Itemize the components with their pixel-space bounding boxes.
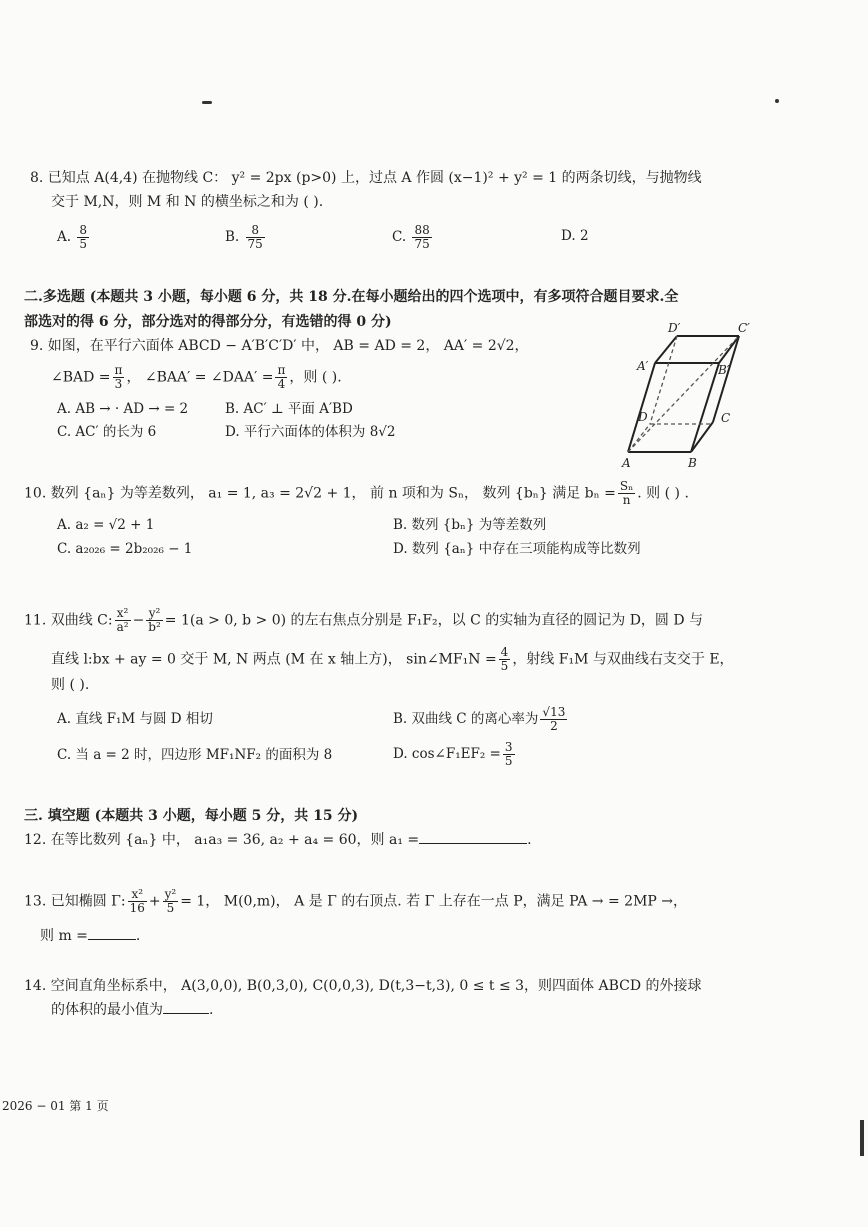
q8-option-c: C. $\frac{88}{75}$ bbox=[392, 223, 430, 251]
q9-option-d: D. 平行六面体的体积为 8√2 bbox=[225, 424, 396, 440]
section2-heading-line2: 部选对的得 6 分，部分选对的得部分分，有选错的得 0 分) bbox=[24, 314, 392, 330]
figure-label-a-prime: A′ bbox=[637, 359, 649, 373]
scan-speck bbox=[202, 101, 212, 104]
q10-line1: 10. 数列 {aₙ} 为等差数列， a₁ = 1, a₃ = 2√2 + 1， 前 n 项和为 Sₙ， 数列 {bₙ} 满足 bₙ = $\frac{\text{Sₙ}}{n}$ . 则 ( ) . bbox=[24, 479, 689, 507]
q12-answer-blank[interactable] bbox=[419, 829, 527, 844]
q10-option-d: D. 数列 {aₙ} 中存在三项能构成等比数列 bbox=[393, 541, 641, 557]
figure-label-d-prime: D′ bbox=[668, 321, 681, 335]
q13-answer-blank[interactable] bbox=[88, 925, 136, 940]
figure-label-b: B bbox=[688, 456, 697, 470]
q8-option-b: B. $\frac{8}{75}$ bbox=[225, 223, 263, 251]
section2-heading-line1: 二.多选题 (本题共 3 小题，每小题 6 分，共 18 分.在每小题给出的四个选项中，有多项符合题目要求.全 bbox=[24, 289, 679, 305]
q14-line2: 的体积的最小值为 . bbox=[51, 999, 213, 1020]
q8-option-d: D. 2 bbox=[561, 228, 589, 244]
q8-option-a: A. $\frac{8}{5}$ bbox=[57, 223, 87, 251]
section3-heading: 三. 填空题 (本题共 3 小题，每小题 5 分，共 15 分) bbox=[24, 808, 359, 824]
q11-option-a: A. 直线 F₁M 与圆 D 相切 bbox=[57, 711, 213, 727]
q9-option-c: C. AC′ 的长为 6 bbox=[57, 424, 157, 440]
q9-line1: 9. 如图，在平行六面体 ABCD − A′B′C′D′ 中， AB = AD = 2， AA′ = 2√2， bbox=[30, 338, 529, 354]
q11-option-b: B. 双曲线 C 的离心率为 $\frac{√13}{2}$ bbox=[393, 705, 566, 733]
q13-line2: 则 m = . bbox=[40, 925, 140, 946]
q11-line2: 直线 l:bx + ay = 0 交于 M, N 两点 (M 在 x 轴上方)， sin∠MF₁N = $\frac{4}{5}$ ，射线 F₁M 与双曲线右支交于 E， bbox=[51, 645, 734, 673]
figure-label-c-prime: C′ bbox=[738, 321, 750, 335]
q10-option-c: C. a₂₀₂₆ = 2b₂₀₂₆ − 1 bbox=[57, 541, 193, 557]
q14-line1: 14. 空间直角坐标系中， A(3,0,0), B(0,3,0), C(0,0,3), D(t,3−t,3), 0 ≤ t ≤ 3，则四面体 ABCD 的外接球 bbox=[24, 978, 702, 994]
q10-option-a: A. a₂ = √2 + 1 bbox=[57, 517, 155, 533]
q8-line2: 交于 M,N，则 M 和 N 的横坐标之和为 ( ). bbox=[51, 194, 324, 210]
q9-option-a: A. AB → · AD → = 2 bbox=[57, 401, 189, 417]
parallelepiped-figure bbox=[618, 318, 768, 473]
q9-option-b: B. AC′ ⊥ 平面 A′BD bbox=[225, 401, 353, 417]
q12-line: 12. 在等比数列 {aₙ} 中， a₁a₃ = 36, a₂ + a₄ = 60，则 a₁ = . bbox=[24, 829, 532, 850]
q11-option-d: D. cos∠F₁EF₂ = $\frac{3}{5}$ bbox=[393, 740, 513, 768]
figure-label-d: D bbox=[638, 410, 648, 424]
scan-speck bbox=[775, 99, 779, 103]
q14-answer-blank[interactable] bbox=[163, 999, 209, 1014]
figure-label-b-prime: B′ bbox=[718, 363, 730, 377]
q10-option-b: B. 数列 {bₙ} 为等差数列 bbox=[393, 517, 547, 533]
q8-line1: 8. 已知点 A(4,4) 在抛物线 C： y² = 2px (p>0) 上，过点 A 作圆 (x−1)² + y² = 1 的两条切线，与抛物线 bbox=[30, 170, 702, 186]
page-footer: 2026 − 01 第 1 页 bbox=[2, 1099, 109, 1113]
scan-edge-mark bbox=[860, 1120, 864, 1156]
figure-label-c: C bbox=[721, 411, 731, 425]
q9-line2: ∠BAD = $\frac{\pi}{3}$ ， ∠BAA′ = ∠DAA′ = $\frac{\pi}{4}$ ，则 ( ). bbox=[51, 363, 342, 391]
q11-line3: 则 ( ). bbox=[51, 677, 90, 693]
q13-line1: 13. 已知椭圆 Γ: $\frac{\text{x²}}{16}$ + $\frac{\text{y²}}{5}$ = 1， M(0,m)， A 是 Γ 的右顶点. 若 Γ 上存在一点 P，满足 PA → = 2MP →， bbox=[24, 887, 688, 915]
q11-option-c: C. 当 a = 2 时，四边形 MF₁NF₂ 的面积为 8 bbox=[57, 747, 333, 763]
q11-line1: 11. 双曲线 C: $\frac{\text{x²}}{\text{a²}}$ − $\frac{\text{y²}}{\text{b²}}$ = 1(a > 0, b > 0) 的左右焦点分别是 F₁F₂，以 C 的实轴为直径的圆记为 D，圆 D 与 bbox=[24, 606, 704, 634]
figure-label-a: A bbox=[622, 456, 631, 470]
